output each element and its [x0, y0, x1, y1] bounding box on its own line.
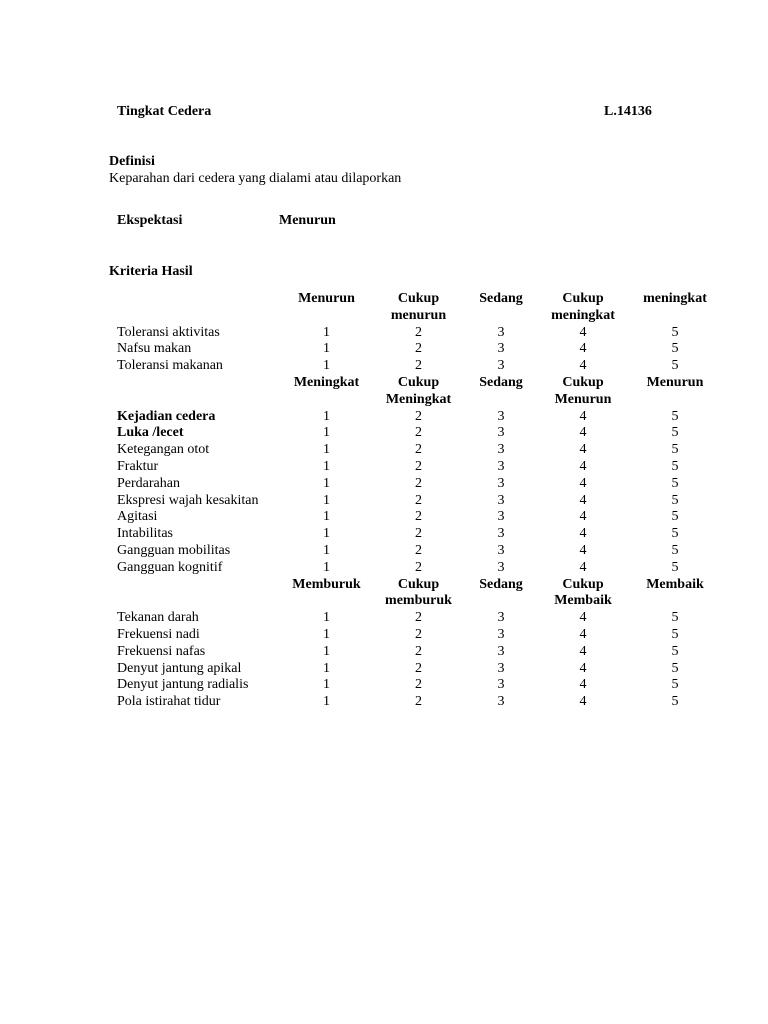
- criteria-score: 2: [415, 442, 422, 458]
- criteria-row: [113, 509, 719, 526]
- criteria-score: 2: [415, 526, 422, 542]
- criteria-label: Kejadian cedera: [117, 408, 216, 424]
- criteria-row: [113, 442, 719, 459]
- criteria-score: 3: [497, 442, 505, 458]
- criteria-score: 1: [323, 526, 330, 542]
- definition-text: Keparahan dari cedera yang dialami atau dilaporkan: [109, 171, 402, 186]
- criteria-score: 1: [323, 358, 330, 374]
- criteria-scale-header: Cukup: [562, 374, 604, 390]
- criteria-score: 4: [579, 660, 587, 676]
- criteria-score: 3: [497, 458, 505, 474]
- criteria-label: Frekuensi nafas: [117, 643, 206, 659]
- criteria-row: [113, 644, 719, 661]
- criteria-label: Luka /lecet: [117, 425, 184, 441]
- criteria-score: 3: [497, 694, 505, 710]
- criteria-score: 3: [497, 677, 505, 693]
- criteria-score: 1: [323, 458, 330, 474]
- criteria-row: [113, 325, 719, 342]
- criteria-row: [113, 459, 719, 476]
- criteria-score: 5: [671, 660, 679, 676]
- criteria-label: Ketegangan otot: [117, 442, 210, 458]
- criteria-score: 4: [579, 643, 587, 659]
- criteria-scale-header: Cukup: [562, 576, 604, 592]
- criteria-header-row: [113, 291, 719, 308]
- document-title: Tingkat Cedera: [117, 104, 212, 119]
- criteria-score: 5: [671, 626, 679, 642]
- criteria-label: Toleransi makanan: [117, 358, 223, 374]
- criteria-score: 4: [579, 324, 587, 340]
- criteria-label: Agitasi: [117, 509, 158, 525]
- criteria-score: 2: [415, 542, 422, 558]
- criteria-score: 1: [323, 610, 330, 626]
- criteria-scale-header: Memburuk: [292, 576, 361, 592]
- criteria-scale-header: Menurun: [646, 374, 704, 390]
- criteria-header-row: [113, 392, 719, 409]
- criteria-scale-header: [283, 392, 370, 409]
- criteria-scale-header: [631, 308, 719, 325]
- criteria-score: 4: [579, 425, 587, 441]
- criteria-scale-header: Menurun: [554, 391, 612, 407]
- criteria-row: [113, 526, 719, 543]
- criteria-label: Nafsu makan: [117, 341, 192, 357]
- criteria-score: 1: [323, 643, 330, 659]
- criteria-header-row: [113, 308, 719, 325]
- criteria-score: 3: [497, 324, 505, 340]
- criteria-row: [113, 610, 719, 627]
- criteria-label: Fraktur: [117, 458, 159, 474]
- criteria-scale-header: [467, 308, 535, 325]
- criteria-label: Toleransi aktivitas: [117, 324, 220, 340]
- criteria-row: [113, 627, 719, 644]
- criteria-score: 4: [579, 626, 587, 642]
- criteria-score: 3: [497, 626, 505, 642]
- criteria-row: [113, 694, 719, 711]
- criteria-scale-header: Cukup: [397, 291, 440, 306]
- criteria-score: 1: [323, 475, 330, 491]
- criteria-score: 5: [671, 324, 679, 340]
- criteria-row: [113, 560, 719, 577]
- criteria-table: [113, 291, 719, 711]
- criteria-score: 5: [671, 358, 679, 374]
- criteria-score: 4: [579, 610, 587, 626]
- criteria-score: 2: [415, 475, 422, 491]
- criteria-scale-header: Menurun: [298, 291, 355, 306]
- criteria-score: 2: [415, 610, 422, 626]
- criteria-scale-header: Meningkat: [385, 391, 452, 407]
- criteria-score: 5: [671, 442, 679, 458]
- criteria-row: [113, 677, 719, 694]
- criteria-score: 5: [671, 694, 679, 710]
- criteria-score: 1: [323, 408, 330, 424]
- criteria-score: 4: [579, 694, 587, 710]
- criteria-score: 2: [415, 559, 422, 575]
- criteria-score: 2: [415, 509, 422, 525]
- criteria-scale-header: meningkat: [643, 291, 707, 306]
- criteria-score: 5: [671, 425, 679, 441]
- definition-heading: Definisi: [109, 154, 155, 169]
- criteria-score: 2: [415, 324, 422, 340]
- criteria-score: 2: [415, 458, 422, 474]
- criteria-score: 4: [579, 559, 587, 575]
- criteria-header-spacer: [113, 375, 283, 392]
- criteria-score: 5: [671, 492, 679, 508]
- criteria-score: 3: [497, 475, 505, 491]
- criteria-row: [113, 425, 719, 442]
- criteria-score: 1: [323, 442, 330, 458]
- criteria-row: [113, 661, 719, 678]
- criteria-label: Tekanan darah: [117, 610, 199, 626]
- criteria-score: 1: [323, 559, 330, 575]
- criteria-score: 4: [579, 542, 587, 558]
- criteria-label: Gangguan mobilitas: [117, 542, 231, 558]
- criteria-heading: Kriteria Hasil: [109, 264, 193, 279]
- criteria-score: 4: [579, 509, 587, 525]
- criteria-score: 5: [671, 677, 679, 693]
- criteria-score: 1: [323, 425, 330, 441]
- criteria-score: 1: [323, 677, 330, 693]
- criteria-score: 3: [497, 358, 505, 374]
- criteria-label: Intabilitas: [117, 526, 173, 542]
- criteria-score: 1: [323, 509, 330, 525]
- criteria-scale-header: Cukup: [397, 576, 440, 592]
- criteria-score: 5: [671, 643, 679, 659]
- criteria-score: 4: [579, 341, 587, 357]
- criteria-score: 5: [671, 341, 679, 357]
- criteria-label: Perdarahan: [117, 475, 180, 491]
- criteria-row: [113, 543, 719, 560]
- criteria-score: 4: [579, 526, 587, 542]
- criteria-scale-header: Membaik: [554, 593, 612, 609]
- criteria-score: 2: [415, 677, 422, 693]
- criteria-scale-header: [283, 593, 370, 610]
- criteria-score: 4: [579, 475, 587, 491]
- criteria-scale-header: meningkat: [551, 307, 615, 323]
- criteria-row: [113, 476, 719, 493]
- criteria-scale-header: memburuk: [385, 593, 452, 609]
- criteria-score: 1: [323, 542, 330, 558]
- criteria-score: 3: [497, 492, 505, 508]
- criteria-scale-header: [283, 308, 370, 325]
- criteria-score: 5: [671, 610, 679, 626]
- criteria-scale-header: Cukup: [562, 291, 604, 306]
- criteria-score: 3: [497, 660, 505, 676]
- criteria-label: Ekspresi wajah kesakitan: [117, 492, 259, 508]
- criteria-score: 5: [671, 509, 679, 525]
- criteria-score: 5: [671, 559, 679, 575]
- criteria-score: 1: [323, 660, 330, 676]
- criteria-score: 3: [497, 643, 505, 659]
- criteria-scale-header: Sedang: [479, 374, 523, 390]
- criteria-score: 2: [415, 358, 422, 374]
- criteria-score: 3: [497, 610, 505, 626]
- criteria-scale-header: Sedang: [479, 291, 523, 306]
- criteria-score: 1: [323, 492, 330, 508]
- criteria-scale-header: [631, 593, 719, 610]
- criteria-score: 2: [415, 341, 422, 357]
- criteria-header-row: [113, 593, 719, 610]
- criteria-score: 1: [323, 341, 330, 357]
- criteria-header-spacer: [113, 392, 283, 409]
- criteria-score: 4: [579, 442, 587, 458]
- criteria-score: 4: [579, 492, 587, 508]
- criteria-scale-header: [467, 593, 535, 610]
- criteria-score: 5: [671, 526, 679, 542]
- criteria-score: 4: [579, 358, 587, 374]
- criteria-header-spacer: [113, 308, 283, 325]
- criteria-row: [113, 493, 719, 510]
- criteria-score: 5: [671, 408, 679, 424]
- criteria-score: 1: [323, 626, 330, 642]
- criteria-header-spacer: [113, 577, 283, 594]
- criteria-label: Denyut jantung radialis: [117, 677, 249, 693]
- criteria-score: 3: [497, 526, 505, 542]
- criteria-score: 4: [579, 677, 587, 693]
- criteria-score: 2: [415, 425, 422, 441]
- criteria-score: 2: [415, 643, 422, 659]
- criteria-score: 2: [415, 694, 422, 710]
- expectation-label: Ekspektasi: [117, 213, 183, 228]
- criteria-header-row: [113, 577, 719, 594]
- criteria-label: Frekuensi nadi: [117, 626, 200, 642]
- criteria-row: [113, 358, 719, 375]
- criteria-score: 3: [497, 559, 505, 575]
- criteria-header-spacer: [113, 593, 283, 610]
- criteria-label: Gangguan kognitif: [117, 559, 223, 575]
- criteria-label: Pola istirahat tidur: [117, 694, 221, 710]
- criteria-scale-header: [467, 392, 535, 409]
- criteria-scale-header: Cukup: [397, 374, 440, 390]
- criteria-row: [113, 341, 719, 358]
- criteria-scale-header: Meningkat: [293, 374, 360, 390]
- criteria-score: 2: [415, 660, 422, 676]
- criteria-scale-header: menurun: [390, 307, 447, 323]
- criteria-score: 3: [497, 509, 505, 525]
- criteria-score: 2: [415, 408, 422, 424]
- criteria-label: Denyut jantung apikal: [117, 660, 242, 676]
- criteria-scale-header: Membaik: [646, 576, 704, 592]
- criteria-header-spacer: [113, 291, 283, 308]
- criteria-score: 5: [671, 542, 679, 558]
- criteria-score: 3: [497, 341, 505, 357]
- criteria-score: 5: [671, 475, 679, 491]
- criteria-score: 4: [579, 458, 587, 474]
- criteria-scale-header: [631, 392, 719, 409]
- criteria-score: 1: [323, 324, 330, 340]
- criteria-scale-header: Sedang: [479, 576, 523, 592]
- criteria-score: 2: [415, 626, 422, 642]
- expectation-value: Menurun: [279, 213, 336, 228]
- criteria-score: 5: [671, 458, 679, 474]
- criteria-score: 3: [497, 408, 505, 424]
- criteria-score: 3: [497, 425, 505, 441]
- criteria-score: 2: [415, 492, 422, 508]
- criteria-header-row: [113, 375, 719, 392]
- document-code: L.14136: [604, 104, 652, 119]
- criteria-score: 1: [323, 694, 330, 710]
- criteria-score: 3: [497, 542, 505, 558]
- criteria-row: [113, 409, 719, 426]
- criteria-score: 4: [579, 408, 587, 424]
